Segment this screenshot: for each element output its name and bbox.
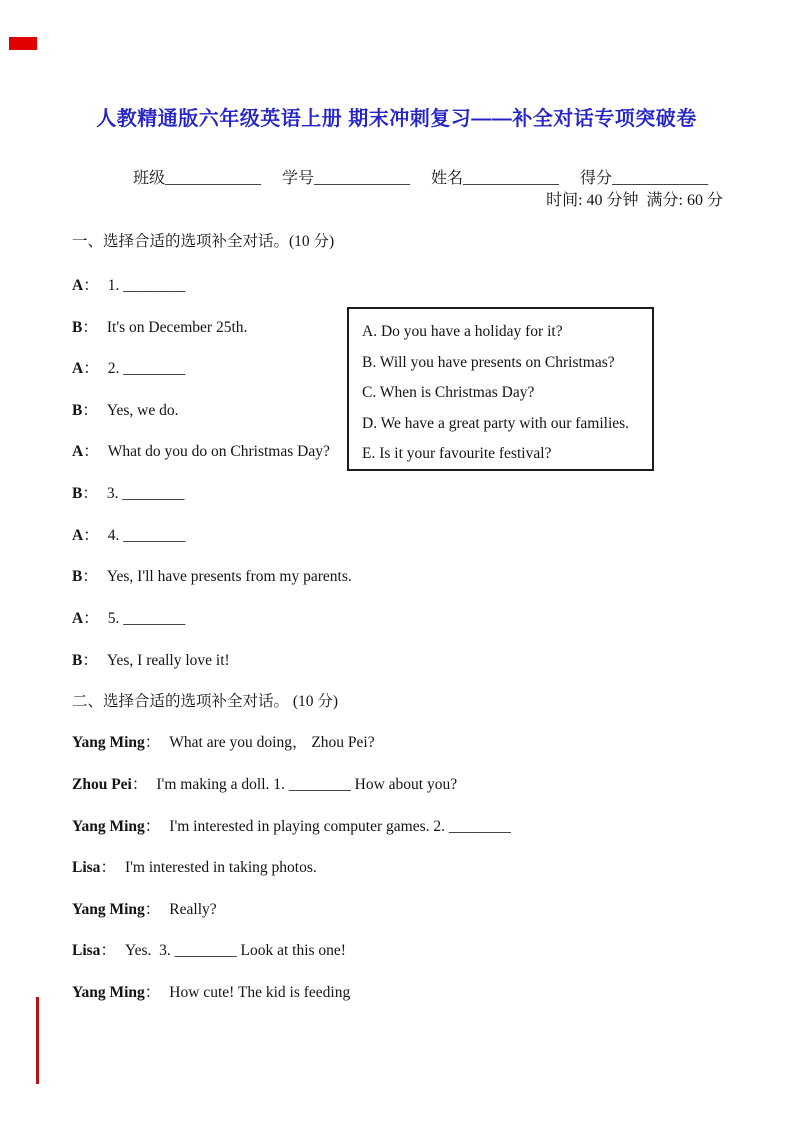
option-item-e: E. Is it your favourite festival? [362, 445, 552, 462]
form-blank-name: ____________ [463, 170, 560, 187]
page-title: 人教精通版六年级英语上册 期末冲刺复习——补全对话专项突破卷 [96, 108, 697, 130]
form-blank-score: ____________ [612, 170, 709, 187]
speaker-name: B [72, 568, 83, 585]
options-box [347, 307, 654, 471]
option-item-c: C. When is Christmas Day? [362, 384, 535, 401]
dialogue-text: I'm interested in taking photos. [124, 859, 317, 876]
colon: ： [82, 319, 98, 336]
dialogue-line [72, 774, 457, 795]
dialogue-text: I'm interested in playing computer games. 2. ________ [169, 818, 511, 835]
colon: ： [82, 652, 98, 669]
colon: ： [83, 527, 99, 544]
speaker-name: A [72, 277, 84, 294]
dialogue-line [72, 400, 179, 421]
dialogue-text: 5. ________ [107, 610, 186, 627]
dialogue-text: I'm making a doll. 1. ________ How about you? [156, 776, 458, 793]
colon: ： [144, 984, 161, 1001]
dialogue-text: 3. ________ [106, 485, 185, 502]
speaker-name: Zhou Pei [72, 776, 132, 793]
colon: ： [82, 485, 98, 502]
speaker-name: B [72, 652, 83, 669]
red-margin-line [36, 997, 39, 1084]
speaker-name: B [72, 319, 83, 336]
dialogue-line [72, 650, 230, 671]
dialogue-line [72, 857, 317, 878]
speaker-name: Yang Ming [72, 818, 145, 835]
red-scan-mark [9, 37, 37, 50]
form-label-score: 得分 [580, 170, 613, 187]
speaker-name: Yang Ming [72, 901, 145, 918]
dialogue-line [72, 732, 375, 753]
option-item-a: A. Do you have a holiday for it? [362, 323, 563, 340]
colon: ： [83, 277, 99, 294]
dialogue-line [72, 940, 346, 961]
option-item-d: D. We have a great party with our families. [362, 414, 630, 432]
dialogue-text: Yes. 3. ________ Look at this one! [124, 942, 346, 959]
speaker-name: A [72, 527, 84, 544]
colon: ： [83, 443, 99, 460]
colon: ： [83, 610, 99, 627]
speaker-name: B [72, 485, 83, 502]
dialogue-line [72, 483, 184, 504]
dialogue-text: What do you do on Christmas Day? [107, 443, 330, 460]
speaker-name: A [72, 360, 84, 377]
form-field-class [133, 165, 261, 188]
dialogue-text: How cute! The kid is feeding [169, 984, 351, 1001]
dialogue-text: Yes, we do. [106, 402, 179, 419]
option-item-b: B. Will you have presents on Christmas? [362, 353, 615, 371]
dialogue-text: 2. ________ [107, 360, 186, 377]
dialogue-text: Yes, I'll have presents from my parents. [106, 568, 352, 585]
speaker-name: Lisa [72, 942, 101, 959]
time-and-full-score-note: 时间: 40 分钟 满分: 60 分 [546, 192, 723, 209]
colon: ： [144, 818, 161, 835]
dialogue-line [72, 982, 350, 1003]
dialogue-line [72, 899, 217, 920]
colon: ： [100, 859, 116, 876]
section2-heading: 二、选择合适的选项补全对话。 (10 分) [72, 693, 339, 710]
speaker-name: A [72, 610, 84, 627]
colon: ： [144, 734, 161, 751]
dialogue-line [72, 275, 185, 296]
form-field-name [431, 165, 559, 188]
colon: ： [82, 568, 98, 585]
dialogue-text: 1. ________ [107, 277, 186, 294]
dialogue-line [72, 441, 330, 462]
speaker-name: Yang Ming [72, 734, 145, 751]
form-blank-student-number: ____________ [314, 170, 411, 187]
dialogue-line [72, 358, 185, 379]
speaker-name: Lisa [72, 859, 101, 876]
colon: ： [144, 901, 161, 918]
form-field-student-number [282, 165, 410, 188]
section1-heading: 一、选择合适的选项补全对话。(10 分) [72, 233, 335, 250]
speaker-name: A [72, 443, 84, 460]
speaker-name: Yang Ming [72, 984, 145, 1001]
form-blank-class: ____________ [165, 170, 262, 187]
dialogue-text: Really? [169, 901, 217, 918]
dialogue-line [72, 525, 185, 546]
dialogue-line [72, 317, 247, 338]
colon: ： [82, 402, 98, 419]
colon: ： [100, 942, 116, 959]
dialogue-text: What are you doing， Zhou Pei? [169, 734, 375, 751]
dialogue-line [72, 566, 352, 587]
form-label-name: 姓名 [431, 170, 464, 187]
colon: ： [83, 360, 99, 377]
speaker-name: B [72, 402, 83, 419]
dialogue-line [72, 608, 185, 629]
form-label-class: 班级 [133, 170, 166, 187]
form-field-score [580, 165, 708, 188]
colon: ： [131, 776, 148, 793]
dialogue-line [72, 816, 511, 837]
dialogue-text: It's on December 25th. [106, 319, 248, 336]
dialogue-text: 4. ________ [107, 527, 186, 544]
form-label-student-number: 学号 [282, 170, 315, 187]
dialogue-text: Yes, I really love it! [106, 652, 230, 669]
